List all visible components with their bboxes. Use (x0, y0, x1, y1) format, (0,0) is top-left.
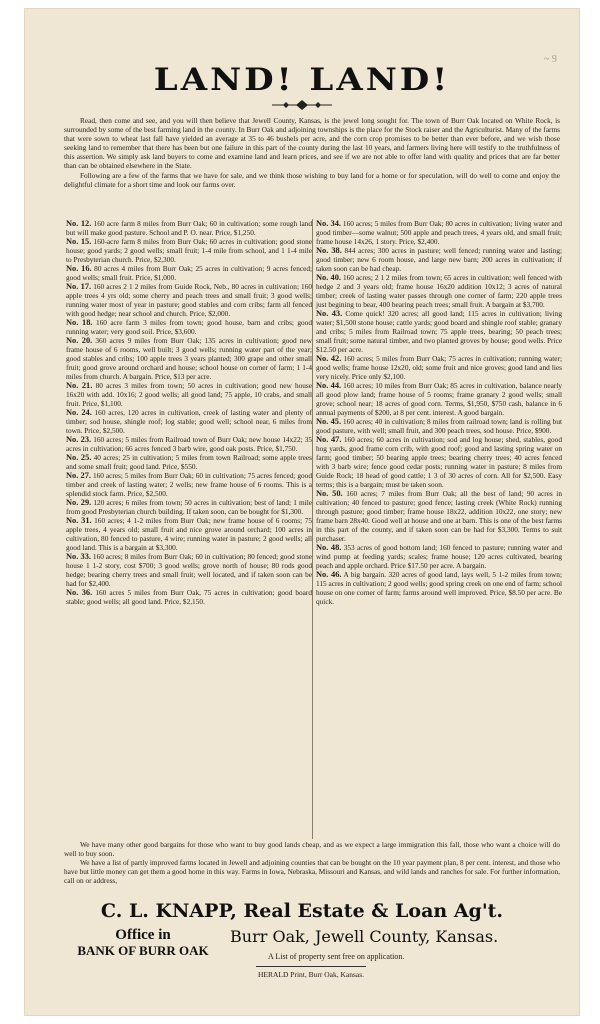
listing-number: No. 38. (316, 246, 342, 255)
listing-item (66, 237, 312, 264)
listing-number: No. 45. (316, 417, 342, 426)
closing-text (64, 840, 560, 885)
listing-text: 160 acres; 5 miles from Burr Oak; 60 in cultivation; 75 acres fenced; good timber and creek of lasting water; 2 wells; new frame house of 6 rooms. This is a splendid stock farm. Price, $2,500. (66, 471, 312, 498)
listing-number: No. 12. (66, 219, 92, 228)
listing-text: 160 acres 2 1 2 miles from Guide Rock, Neb., 80 acres in cultivation; 160 apple trees 4 yrs old; some cherry and peach trees and small fruit; 3 good wells; running water most of year in pasture; good stables and corn cribs; farm all fenced with good hedge; near school and church. Price, $2,000. (66, 282, 312, 318)
agent-name: C. L. KNAPP, Real Estate & Loan Ag't. (100, 900, 504, 922)
listing-item (316, 417, 562, 435)
listing-text: 80 acres 3 miles from town; 50 acres in cultivation; good new house 16x20 with add. 10x16; 2 good wells; all good land; 75 apple, 10 crabs, and small fruit. Price, $1,100. (66, 381, 312, 408)
listing-text: 160 acres; 5 miles from Burr Oak; 75 acres in cultivation; running water; good wells; frame house 12x20, old; some fruit and nice groves; good land and lies very nicely. Price only $2,100. (316, 354, 562, 381)
listing-text: 40 acres; 25 in cultivation; 5 miles from town Railroad; some apple trees and some small fruit; good land. Price, $550. (66, 453, 312, 471)
listing-item (66, 282, 312, 318)
closing-paragraph: We have a list of partly improved farms located in Jewell and adjoining counties that can be bought on the 10 year payment plan, 8 per cent. interest, and those who have but little money can get them a good home in this way. Farms in Iowa, Nebraska, Missouri and Kansas, and wild lands and ranches for sale. For further information, call on or address, (64, 858, 560, 886)
listing-item (66, 471, 312, 498)
listing-text: 353 acres of good bottom land; 160 fenced to pasture; running water and wind pump at feeding yards; scales; frame house; 120 acres cultivated, bearing peach and apple orchard. Price $17.50 per acre. A bargain. (316, 543, 562, 570)
listing-text: 160 acres; 10 miles from Burr Oak; 85 acres in cultivation, balance nearly all good plow land; frame house of 5 rooms; frame granary 2 good wells; small grove; school near; 18 acres of good corn. Terms, $1,950, $750 cash, balance in 6 annual payments of $200, at 8 per cent. interest. A good bargain. (316, 381, 562, 417)
listing-text: A big bargain. 320 acres of good land, lays well, 5 1-2 miles from town; 115 acres in cultivation; 2 good wells; good spring creek on one end of farm; school house on one corner of farm; farms around well improved. Price, $8.50 per acre. Be quick. (316, 570, 562, 606)
listing-number: No. 27. (66, 471, 92, 480)
listing-item (66, 264, 312, 282)
listing-item (66, 381, 312, 408)
listing-number: No. 21. (66, 381, 93, 390)
listing-item (316, 219, 562, 246)
listing-number: No. 34. (316, 219, 341, 228)
listing-item (316, 435, 562, 489)
listing-text: 160-acre farm 8 miles from Burr Oak; 60 acres in cultivation; good stone house; good yards; 2 good wells; small fruit; 1-4 mile from school, and 1 1-4 mile to Presbyterian church. Price, $2,300. (66, 237, 312, 264)
listing-number: No. 50. (316, 489, 343, 498)
listing-text: 160 acres; 8 miles from Burr Oak; 60 in cultivation; 80 fenced; good stone house 1 1-2 story, cost $700; 3 good wells; grove north of house; 80 rods good hedge; bearing cherry trees and small fruit; well located, and if taken soon can be had for $2,400. (66, 552, 312, 588)
listings-left-column (66, 219, 312, 606)
listing-item (66, 318, 312, 336)
listing-number: No. 47. (316, 435, 342, 444)
listing-text: 160 acres; 2 1 2 miles from town; 65 acres in cultivation; well fenced with hedge 2 and 3 years old; frame house 16x20 addition 10x12; 3 acres of natural timber; creek of lasting water passes through one corner of farm; 220 apple trees just begining to bear, 400 bearing peach trees; small fruit. A bargain at $3,700. (316, 273, 562, 309)
ornament-divider-icon (272, 100, 332, 110)
listing-item (66, 219, 312, 237)
listing-number: No. 44. (316, 381, 342, 390)
listing-number: No. 23. (66, 435, 92, 444)
listing-item (316, 273, 562, 309)
office-location (68, 928, 218, 958)
listing-item (66, 408, 312, 435)
listing-text: 160 acres; 4 1-2 miles from Burr Oak; new frame house of 6 rooms; 75 apple trees, 4 years old; small fruit and nice grove around orchard; 100 acres in cultivation, 80 fenced to pasture, 4 wire; running water in pasture; 2 good wells; all good land. This is a bargain at $3,300. (66, 516, 312, 552)
listing-number: No. 15. (66, 237, 92, 246)
listing-text: 120 acres; 6 miles from town; 50 acres in cultivation; best of land; 1 mile from good Presbyterian church building. If taken soon, can be bought for $1,300. (66, 498, 312, 516)
listing-item (316, 381, 562, 417)
list-note: A List of property sent free on application. (268, 952, 405, 961)
listing-text: 160 acre farm 8 miles from Burr Oak; 60 in cultivation; some rough land but will make good pasture. School and P. O. near. Price, $1,250. (66, 219, 312, 237)
listing-number: No. 18. (66, 318, 93, 327)
listing-number: No. 29. (66, 498, 92, 507)
listing-text: 844 acres; 300 acres in pasture; well fenced; running water and lasting; good timber; new 6 room house, and large new barn; 200 acres in cultivation; if taken soon can be had cheap. (316, 246, 562, 273)
listing-item (316, 354, 562, 381)
listing-number: No. 17. (66, 282, 92, 291)
listing-text: 360 acres 9 miles from Burr Oak; 135 acres in cultivation; good new frame house of 6 rooms, well built; 3 good wells; running water part of the year; good stables and cribs; 100 apple trees 3 years planted; 300 grape and other small fruit; good grove around orchard and house; school house on corner of farm; 1 1-4 miles from church. A bargain. Price, $13 per acre. (66, 336, 312, 381)
listing-item (316, 246, 562, 273)
listing-item (316, 543, 562, 570)
listing-number: No. 31. (66, 516, 92, 525)
listing-number: No. 20. (66, 336, 93, 345)
listing-number: No. 46. (316, 570, 342, 579)
intro-paragraph: Following are a few of the farms that we have for sale, and we think those wishing to buy land for a home or for speculation, will do well to come and enjoy the delightful climate for a short time and look our farms over. (64, 170, 560, 189)
office-bank: BANK OF BURR OAK (77, 943, 209, 958)
listing-text: 160 acres; 5 miles from Railroad town of Burr Oak; new house 14x22; 35 acres in cultivation; 66 acres fenced 3 barb wire, good oak posts. Price, $1,750. (66, 435, 312, 453)
listing-item (66, 453, 312, 471)
column-divider (312, 219, 313, 839)
office-line: Office in (115, 927, 171, 943)
listing-item (66, 552, 312, 588)
intro-paragraph: Read, then come and see, and you will then believe that Jewell County, Kansas, is the jewel long sought for. The town of Burr Oak located on White Rock, is surrounded by some of the best farming land in the county. In Burr Oak and adjoining townships is the place for the Stock raiser and the Agriculturist. Many of the farms that were sown to wheat last fall have yielded an average at 35 to 46 bushels per acre, and the corn crop promises to be better than ever before, and we wish those seeking land to remember that there has been but one failure in this part of the county during the last 10 years, and farmers living here will testify to the truthfulness of this assertion. We simply ask land buyers to come and examine land and learn prices, and see if we are not able to offer land with quality and prices that are far better than can be obtained elsewhere in the State. (64, 116, 560, 171)
listing-number: No. 40. (316, 273, 342, 282)
listing-item (66, 498, 312, 516)
listing-item (66, 336, 312, 381)
listings-right-column (316, 219, 562, 606)
listing-text: 160 acres; 40 in cultivation; 8 miles from railroad town; land is rolling but good pasture, with well; small fruit, and 300 peach trees, sod house. Price, $900. (316, 417, 562, 435)
headline: LAND! LAND! (153, 62, 451, 98)
listing-number: No. 33. (66, 552, 91, 561)
listing-text: 80 acres 4 miles from Burr Oak; 25 acres in cultivation; 9 acres fenced; good wells; small fruit. Price, $1,000. (66, 264, 312, 282)
listing-item (316, 309, 562, 354)
listing-text: 160 acres, 120 acres in cultivation, creek of lasting water and plenty of timber; sod house, shingle roof; log stable; good well; school near, 6 miles from town. Price, $2,500. (66, 408, 312, 435)
intro-text (64, 116, 560, 189)
closing-paragraph: We have many other good bargains for those who want to buy good lands cheap, and as we expect a large immigration this fall, those who want a choice will do well to buy soon. (64, 840, 560, 859)
listing-item (66, 516, 312, 552)
listing-item (66, 435, 312, 453)
pencil-mark: ~ 9 (544, 54, 557, 65)
printer-credit: HERALD Print, Burr Oak, Kansas. (258, 970, 365, 979)
listing-text: 160 acres; 7 miles from Burr Oak; all the best of land; 90 acres in cultivation; 40 fenced to pasture; good fence; lasting creek (White Rock) running through pasture; good timber; frame house 18x22, addition 10x22, one story; new frame barn 28x40. Good well at house and one at barn. This is one of the best farms in this part of the county, and if taken soon can be had for $3,300. Terms to suit purchaser. (316, 489, 562, 543)
listing-text: Come quick! 320 acres; all good land; 115 acres in cultivation; living water; $1,500 stone house; cattle yards; good board and shingle roof stable; granary and cribs; 5 miles from Railroad town; 75 apple trees, bearing; 50 peach trees; small fruit; some natural timber, and two planted groves by house; good wells. Price $12.50 per acre. (316, 309, 562, 354)
listing-text: 160 acre farm 3 miles from town; good house, barn and cribs; good running water; very good soil. Price, $3,600. (66, 318, 312, 336)
listing-text: 160 acres; 5 miles from Burr Oak; 80 acres in cultivation; living water and good timber—some walnut; 500 apple and peach trees, 4 years old, and small fruit; frame house 14x26, 1 story. Price, $2,400. (316, 219, 562, 246)
listing-text: 160 acres 5 miles from Burr Oak, 75 acres in cultivation; good board stable; good wells; all good land. Price, $2,150. (66, 588, 312, 606)
handbill-page (24, 8, 580, 1016)
listing-item (316, 570, 562, 606)
listing-number: No. 48. (316, 543, 342, 552)
listing-number: No. 25. (66, 453, 92, 462)
listing-number: No. 36. (66, 588, 93, 597)
listing-item (316, 489, 562, 543)
listing-number: No. 42. (316, 354, 342, 363)
listing-number: No. 24. (66, 408, 92, 417)
city-line: Burr Oak, Jewell County, Kansas. (230, 927, 499, 946)
listing-text: 160 acres; 60 acres in cultivation; sod and log house; shed, stables, good hog yards, good frame corn crib, with good roof; good and lasting spring water on farm; good timber; 50 bearing apple trees; bearing cherry trees; 40 acres fenced with 3 barb wire; fence good cedar posts; running water in pasture; 8 miles from Guide Rock; 18 head of good cattle; 1 3 of 30 acres of corn. All for $2,500. Easy terms; this is a bargain; must be taken soon. (316, 435, 562, 489)
printer-rule (256, 966, 366, 967)
listing-item (66, 588, 312, 606)
listing-number: No. 16. (66, 264, 92, 273)
listing-number: No. 43. (316, 309, 343, 318)
